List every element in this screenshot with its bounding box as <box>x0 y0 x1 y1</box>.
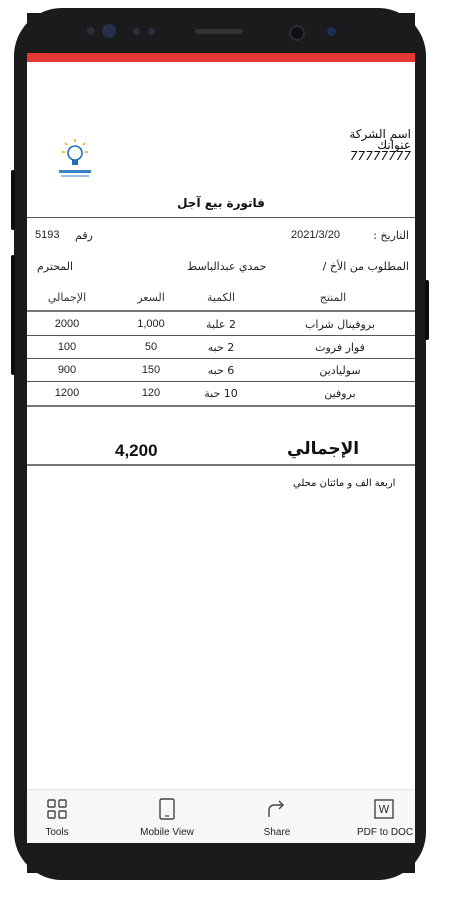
cell-price: 50 <box>144 341 158 353</box>
tools-button[interactable] <box>29 790 85 843</box>
total-divider <box>27 464 415 466</box>
cell-quantity: 10 حبة <box>204 387 238 400</box>
cell-quantity: 6 حبه <box>207 364 235 377</box>
tools-label: Tools <box>45 827 69 838</box>
sensor-icon <box>148 28 155 35</box>
table-bottom-divider <box>27 405 415 407</box>
customer-name: حمدي عبدالباسط <box>187 260 267 273</box>
mobile-view-label: Mobile View <box>140 827 194 838</box>
company-name: اسم الشركة <box>349 127 411 141</box>
invoice-number-label: رقم <box>75 229 93 242</box>
company-address: عنوانك <box>377 138 411 152</box>
row-divider <box>27 358 415 359</box>
column-header-price: السعر <box>137 291 165 304</box>
invoice-title: فاتورة بيع آجل <box>177 196 265 210</box>
grid-tools-icon <box>45 797 69 821</box>
company-phone: 77777777 <box>349 149 411 163</box>
status-accent-bar <box>27 53 415 62</box>
cell-price: 120 <box>141 387 161 399</box>
grand-total-value: 4,200 <box>115 441 158 460</box>
date-value: 2021/3/20 <box>291 229 340 241</box>
divider <box>27 217 415 218</box>
front-camera-icon <box>102 24 116 38</box>
company-info <box>349 129 411 162</box>
row-divider <box>27 335 415 336</box>
power-button <box>425 280 429 340</box>
word-doc-icon <box>372 797 396 821</box>
iris-camera-icon <box>289 25 305 41</box>
date-label: التاريخ : <box>373 229 409 242</box>
screen <box>27 53 415 843</box>
column-header-total: الإجمالي <box>47 291 87 304</box>
svg-text:W: W <box>378 803 390 816</box>
total-in-words: اربعة الف و مائتان محلي <box>293 478 396 489</box>
column-header-product: المنتج <box>319 291 347 304</box>
cell-total: 900 <box>57 364 77 376</box>
cell-product: بروفينال شراب <box>305 318 375 331</box>
pdf-to-doc-button[interactable] <box>353 790 415 843</box>
share-label: Share <box>263 827 291 838</box>
cell-quantity: 2 علبة <box>206 318 236 331</box>
bixby-button <box>11 255 15 375</box>
cell-total: 1200 <box>54 387 80 399</box>
row-divider <box>27 381 415 382</box>
cell-product: فوار فروت <box>315 341 365 354</box>
grand-total-label: الإجمالي <box>287 439 360 459</box>
volume-button <box>11 170 15 230</box>
iris-led-icon <box>327 27 336 36</box>
cell-product: سوليادين <box>319 364 361 377</box>
pdf-to-doc-label: PDF to DOC <box>357 827 414 838</box>
cell-price: 150 <box>141 364 161 376</box>
cell-price: 1,000 <box>137 318 165 330</box>
table-header-divider <box>27 310 415 312</box>
earpiece-speaker <box>195 29 243 34</box>
mobile-view-button[interactable] <box>131 790 203 843</box>
cell-total: 2000 <box>54 318 80 330</box>
bottom-bezel <box>27 843 415 873</box>
column-header-quantity: الكمية <box>206 291 236 304</box>
share-button[interactable] <box>251 790 303 843</box>
cell-total: 100 <box>57 341 77 353</box>
sensor-icon <box>133 28 140 35</box>
customer-label: المطلوب من الأخ / <box>322 260 409 273</box>
camera-bezel <box>27 13 415 53</box>
invoice-number: 5193 <box>35 229 60 241</box>
mobile-view-icon <box>155 797 179 821</box>
honorific: المحترم <box>37 260 74 273</box>
bottom-toolbar <box>27 789 415 843</box>
sensor-icon <box>87 27 95 35</box>
share-icon <box>265 797 289 821</box>
cell-quantity: 2 حبه <box>207 341 235 354</box>
cell-product: بروفين <box>324 387 356 400</box>
lightbulb-logo-icon <box>57 137 93 183</box>
